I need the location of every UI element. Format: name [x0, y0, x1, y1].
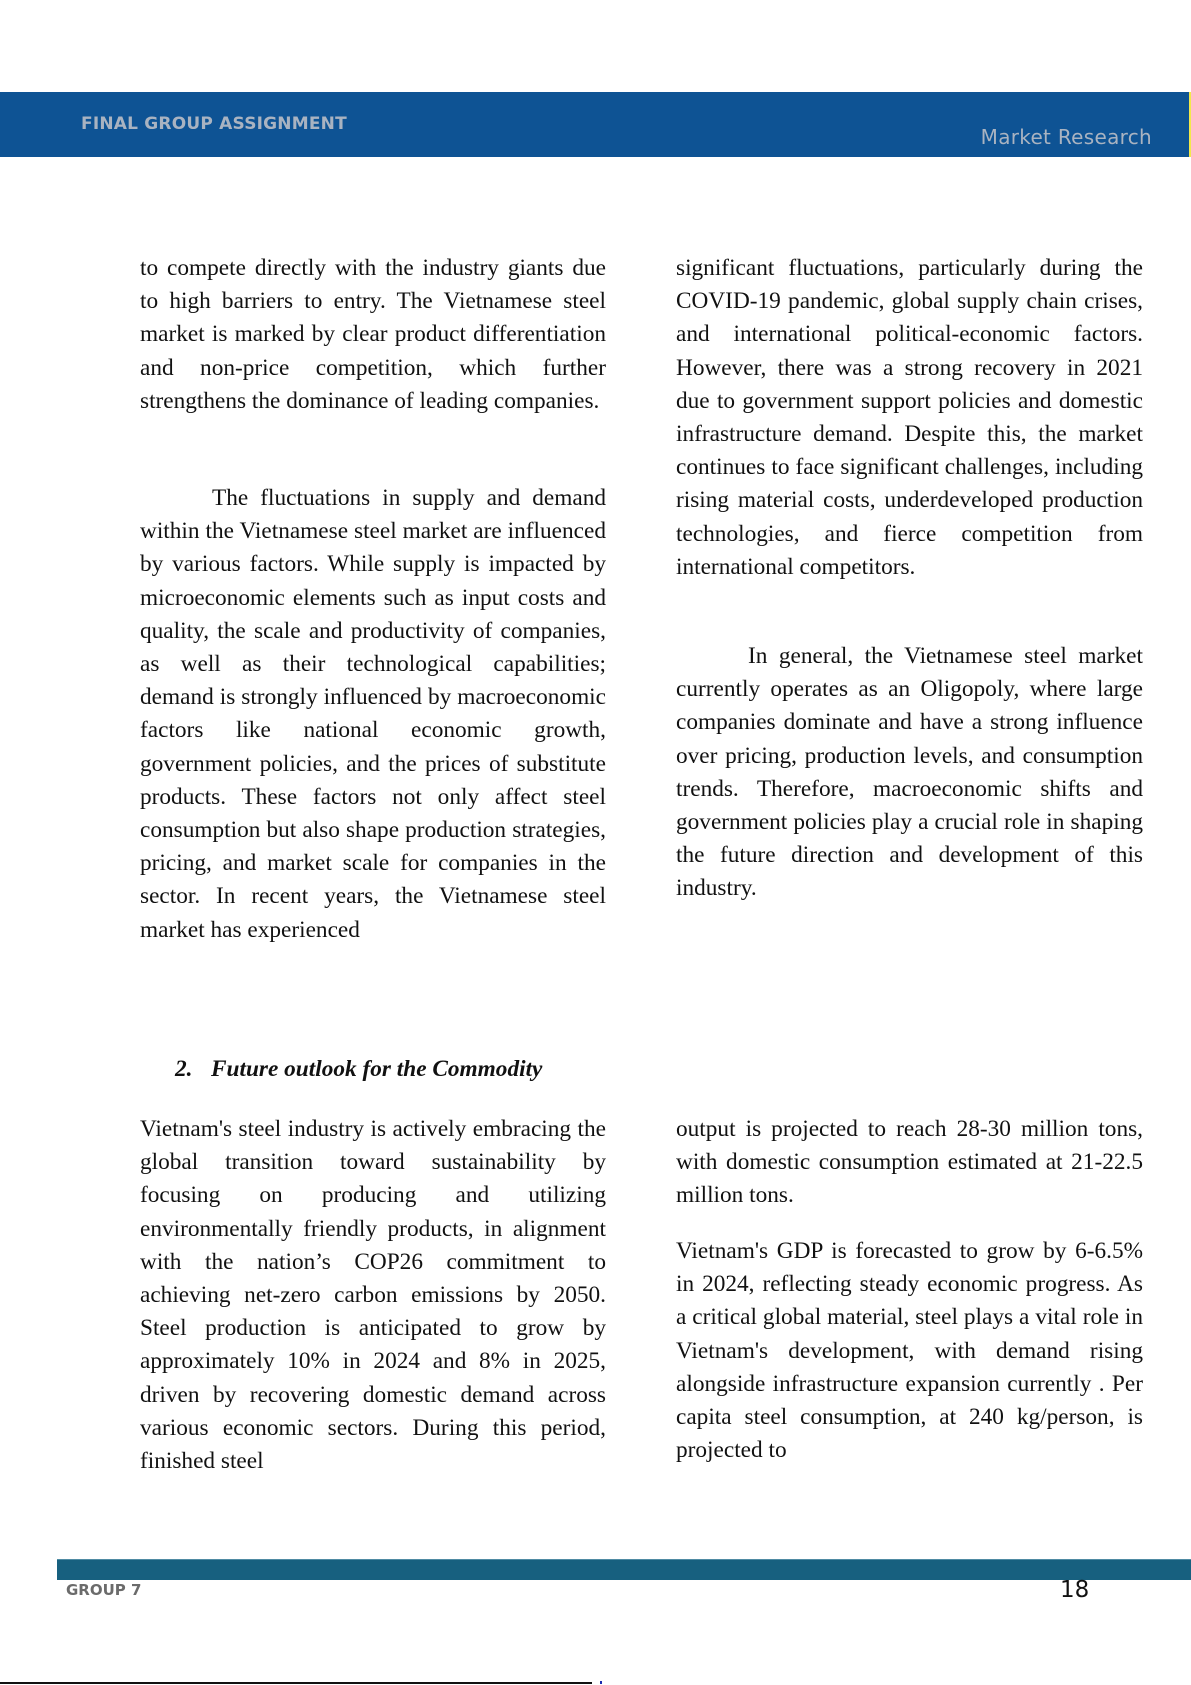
section1-right-column-part1 — [676, 252, 1143, 584]
text-cursor-mark — [600, 1681, 602, 1684]
section2-left-column — [140, 1113, 606, 1478]
paragraph: The fluctuations in supply and demand within the Vietnamese steel market are influenced by various factors. While supply is impacted by microeconomic elements such as input costs and quality, the scale and productivity of companies, as well as their technological capabilities; demand is strongly influenced by macroeconomic factors like national economic growth, government policies, and the prices of substitute products. These factors not only affect steel consumption but also shape production strategies, pricing, and market scale for companies in the sector. In recent years, the Vietnamese steel market has experienced — [140, 485, 606, 943]
footer-bar — [57, 1559, 1191, 1580]
page-number: 18 — [1060, 1577, 1090, 1603]
section1-left-column-part2 — [140, 482, 606, 947]
header-title: FINAL GROUP ASSIGNMENT — [81, 114, 347, 134]
paragraph: In general, the Vietnamese steel market currently operates as an Oligopoly, where large companies dominate and have a strong influence over pricing, production levels, and consumption trends. Therefore, macroeconomic shifts and government policies play a crucial role in shaping the future direction and development of this industry. — [676, 643, 1143, 902]
header-subtitle: Market Research — [980, 125, 1152, 149]
page-header — [0, 92, 1191, 157]
section2-right-column-part2 — [676, 1235, 1143, 1467]
section2-right-column-part1 — [676, 1113, 1143, 1213]
footer-group-label: GROUP 7 — [66, 1581, 142, 1599]
footnote-separator — [0, 1682, 592, 1684]
section1-right-column-part2 — [676, 640, 1143, 906]
paragraph: to compete directly with the industry giants due to high barriers to entry. The Vietnamese steel market is marked by clear product differentiation and non-price competition, which further strengthens the dominance of leading companies. — [140, 255, 606, 414]
paragraph: Vietnam's steel industry is actively embracing the global transition toward sustainability by focusing on producing and utilizing environmentally friendly products, in alignment with the nation’s COP26 commitment to achieving net-zero carbon emissions by 2050. Steel production is anticipated to grow by approximately 10% in 2024 and 8% in 2025, driven by recovering domestic demand across various economic sectors. During this period, finished steel — [140, 1116, 606, 1475]
section-title: Future outlook for the Commodity — [211, 1056, 543, 1082]
section-number: 2. — [175, 1056, 193, 1082]
section-heading — [175, 1056, 542, 1083]
paragraph: Vietnam's GDP is forecasted to grow by 6-6.5% in 2024, reflecting steady economic progress. As a critical global material, steel plays a vital role in Vietnam's development, with demand rising alongside infrastructure expansion currently . Per capita steel consumption, at 240 kg/person, is projected to — [676, 1238, 1143, 1464]
paragraph: output is projected to reach 28-30 million tons, with domestic consumption estimated at 21-22.5 million tons. — [676, 1116, 1143, 1209]
paragraph: significant fluctuations, particularly during the COVID-19 pandemic, global supply chain crises, and international political-economic factors. However, there was a strong recovery in 2021 due to government support policies and domestic infrastructure demand. Despite this, the market continues to face significant challenges, including rising material costs, underdeveloped production technologies, and fierce competition from international competitors. — [676, 255, 1143, 580]
section1-left-column-part1 — [140, 252, 606, 418]
